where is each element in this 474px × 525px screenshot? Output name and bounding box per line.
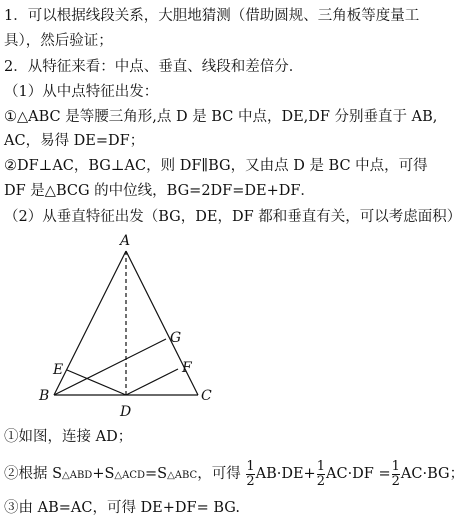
- label-b: B: [39, 388, 50, 404]
- fraction-3: $\frac{1}{2}$: [391, 458, 400, 489]
- s2-sub3: △ABC: [167, 470, 198, 481]
- line-2: 2．从特征来看：中点、垂直、线段和差倍分．: [4, 59, 304, 75]
- step-2: [4, 457, 464, 493]
- fraction-2: $\frac{1}{2}$: [316, 458, 325, 489]
- step-1: ①如图，连接 AD；: [4, 429, 133, 445]
- s2-plus: +S: [92, 466, 115, 482]
- s2-f1: AB·DE+: [255, 466, 316, 482]
- line-5a: ②DF⊥AC，BG⊥AC，则 DF∥BG，又由点 D 是 BC 中点，可得: [4, 158, 428, 174]
- line-1b: 具），然后验证；: [4, 33, 113, 49]
- step-3: ③由 AB=AC，可得 DE+DF= BG.: [4, 500, 240, 516]
- label-g: G: [170, 330, 182, 346]
- s2-mid: ，可得: [197, 466, 241, 482]
- line-5b: DF 是△BCG 的中位线，BG=2DF=DE+DF．: [4, 183, 315, 199]
- s2-sub1: △ABD: [62, 470, 93, 481]
- label-f: F: [182, 360, 192, 376]
- label-d: D: [120, 404, 132, 420]
- label-e: E: [53, 362, 64, 378]
- line-4b: AC，易得 DE=DF；: [4, 133, 145, 149]
- s2-sub2: △ACD: [114, 470, 146, 481]
- s2-eq: =S: [145, 466, 168, 482]
- s2-f3: AC·BG；: [400, 466, 465, 482]
- line-1a: 1．可以根据线段关系，大胆地猜测（借助圆规、三角板等度量工: [4, 8, 420, 24]
- s2-f2: AC·DF =: [326, 466, 391, 482]
- fraction-1: $\frac{1}{2}$: [246, 458, 255, 489]
- line-4a: ①△ABC 是等腰三角形,点 D 是 BC 中点，DE,DF 分别垂直于 AB,: [4, 109, 438, 125]
- side-ab: [54, 251, 126, 395]
- segment-df: [126, 369, 178, 395]
- segment-bg: [54, 339, 166, 395]
- label-c: C: [201, 388, 212, 404]
- s2-prefix: ②根据 S: [4, 466, 63, 482]
- line-3: （1）从中点特征出发：: [4, 84, 159, 100]
- label-a: A: [120, 233, 131, 249]
- line-6: （2）从垂直特征出发（BG，DE，DF 都和垂直有关，可以考虑面积）: [4, 209, 462, 225]
